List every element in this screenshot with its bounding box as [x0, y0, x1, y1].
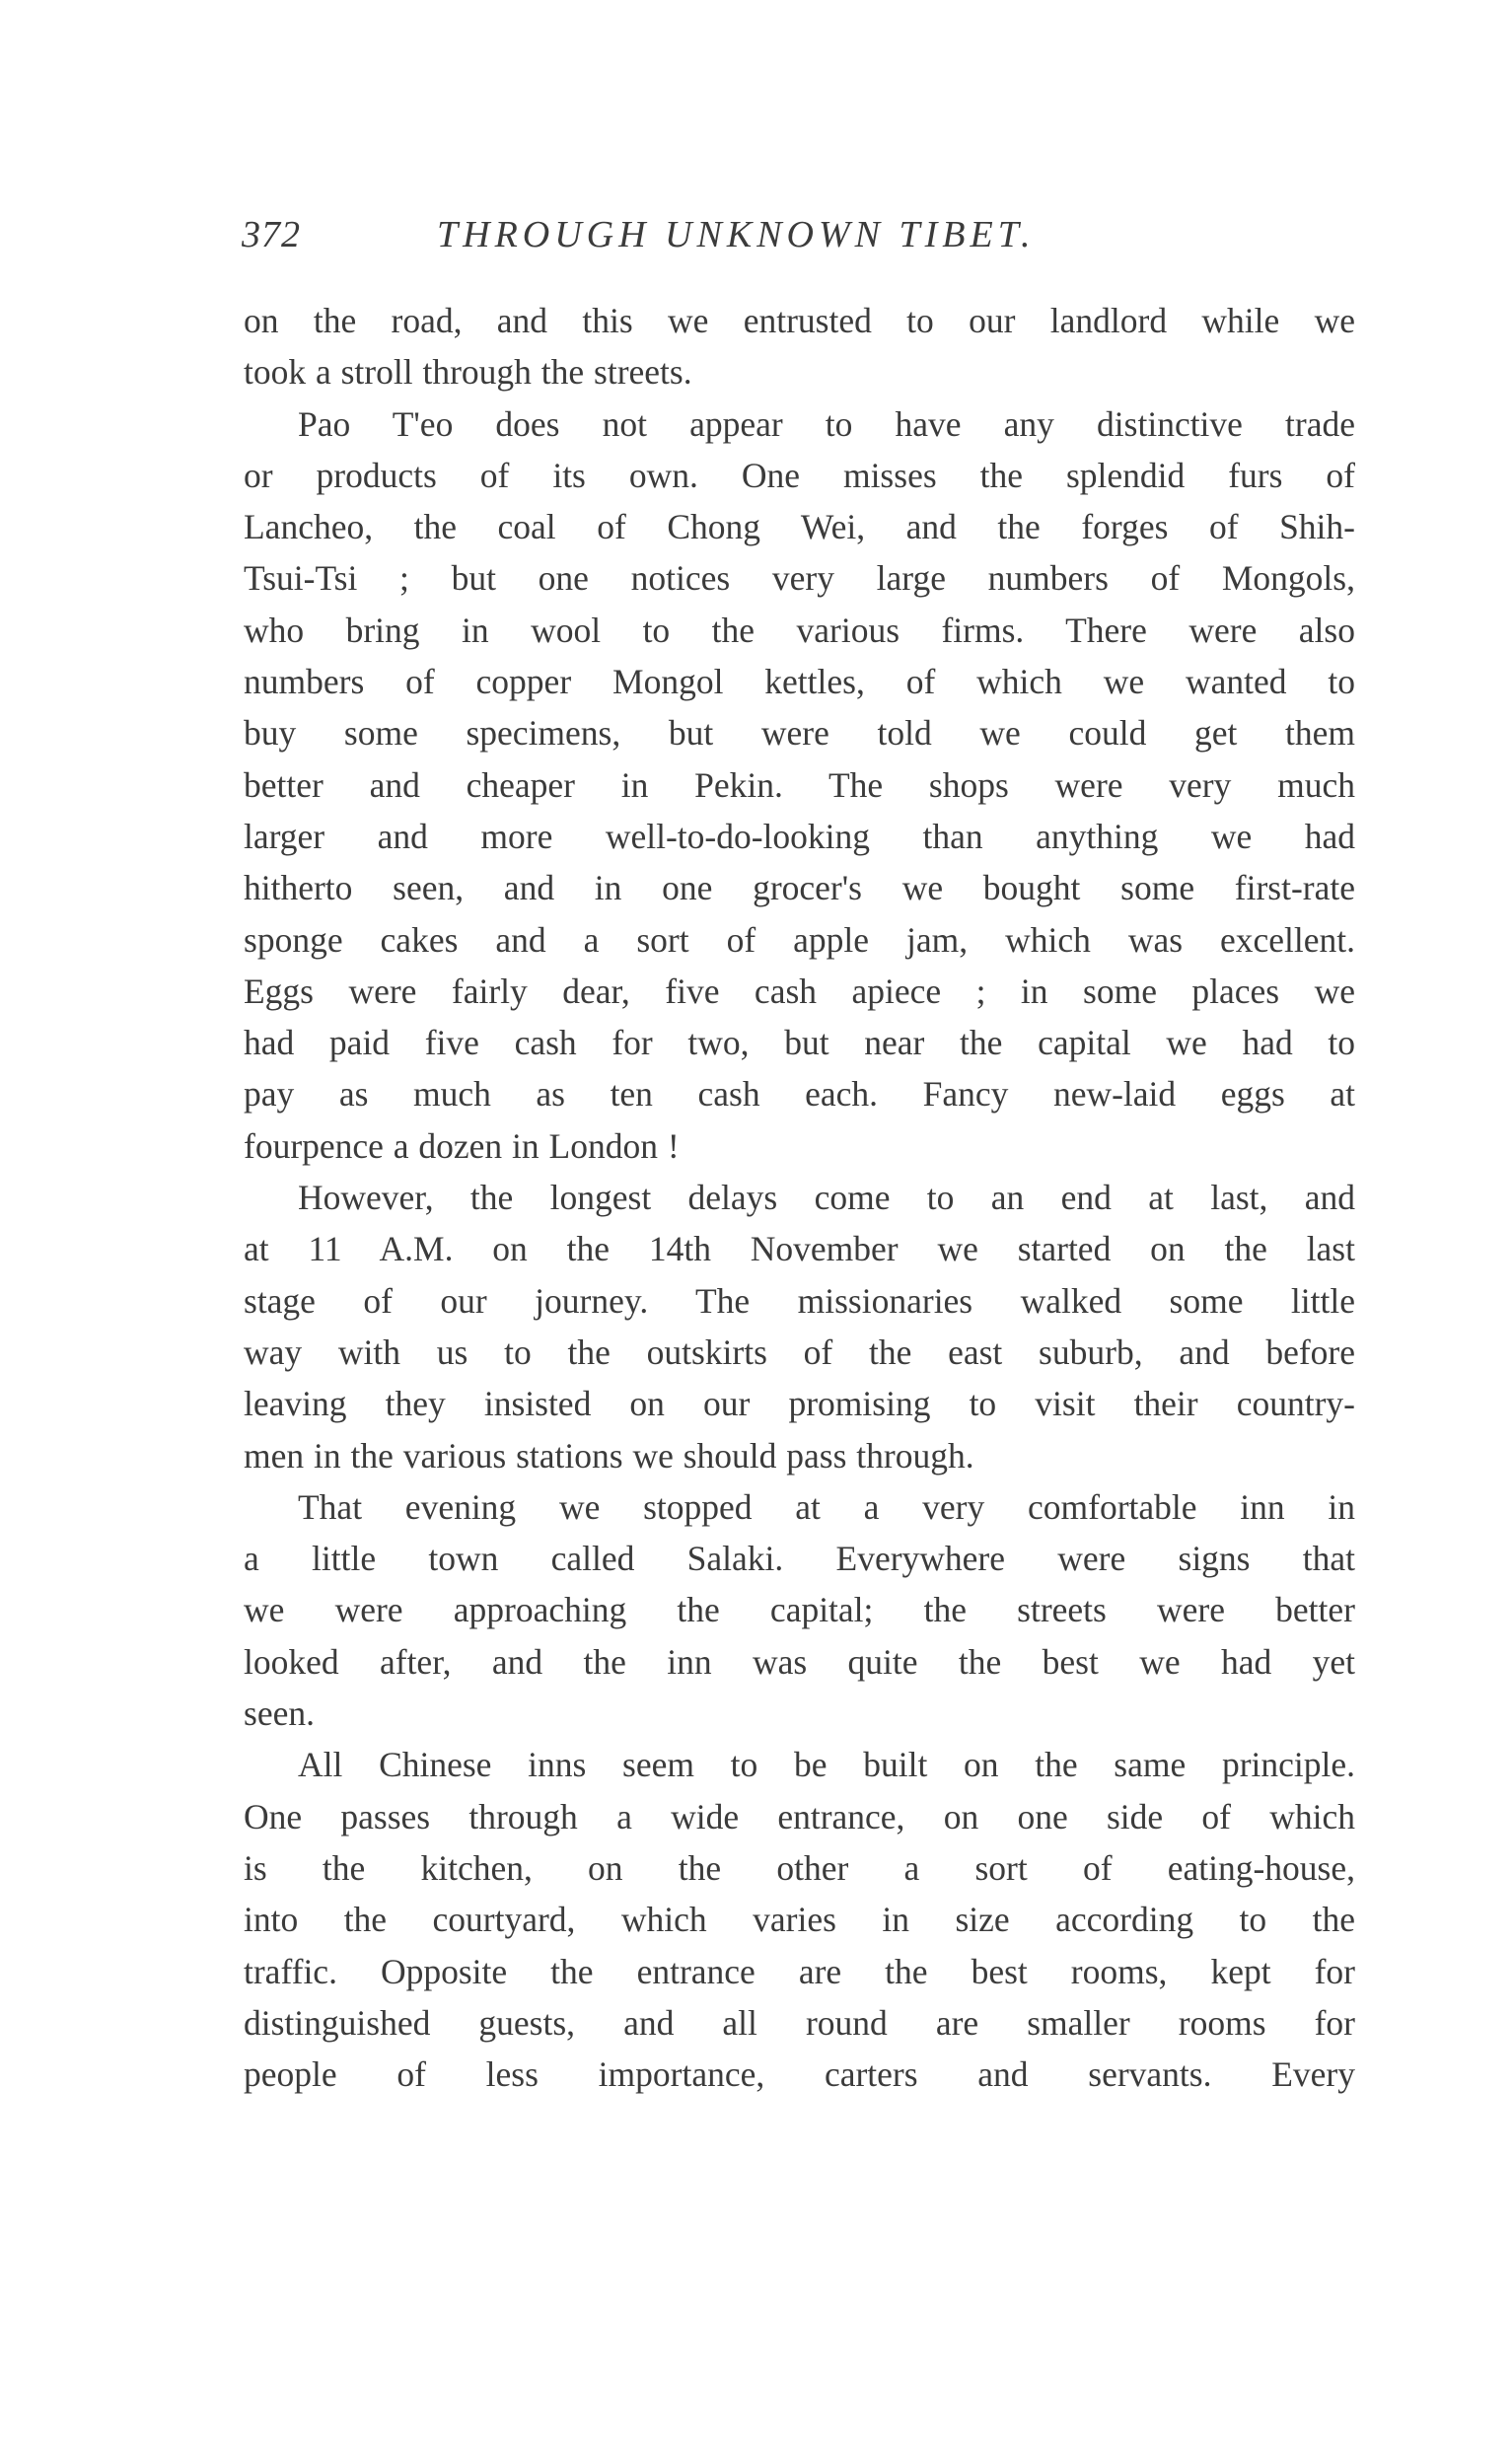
text-line: numbers of copper Mongol kettles, of which we wanted to: [244, 662, 1355, 702]
text-line: pay as much as ten cash each. Fancy new-laid eggs at: [244, 1074, 1355, 1115]
text-line: we were approaching the capital; the streets were better: [244, 1590, 1355, 1630]
text-line: hitherto seen, and in one grocer's we bought some first-rate: [244, 868, 1355, 908]
text-line: stage of our journey. The missionaries walked some little: [244, 1280, 1355, 1321]
text-line: buy some specimens, but were told we could get them: [244, 713, 1355, 754]
text-line: That evening we stopped at a very comfortable inn in: [298, 1486, 1355, 1527]
text-line: traffic. Opposite the entrance are the best rooms, kept for: [244, 1951, 1355, 1991]
text-line: a little town called Salaki. Everywhere were signs that: [244, 1539, 1355, 1579]
text-line: men in the various stations we should pass through.: [244, 1435, 974, 1475]
text-line: All Chinese inns seem to be built on the same principle.: [298, 1745, 1355, 1785]
text-line: leaving they insisted on our promising to visit their country-: [244, 1384, 1355, 1424]
text-line: on the road, and this we entrusted to our landlord while we: [244, 301, 1355, 340]
text-line: is the kitchen, on the other a sort of eating-house,: [244, 1847, 1355, 1888]
text-line: looked after, and the inn was quite the best we had yet: [244, 1641, 1355, 1682]
text-line: Tsui-Tsi ; but one notices very large numbers of Mongols,: [244, 558, 1355, 599]
text-line: at 11 A.M. on the 14th November we started on the last: [244, 1229, 1355, 1269]
text-line: fourpence a dozen in London !: [244, 1125, 680, 1166]
text-line: or products of its own. One misses the splendid furs of: [244, 455, 1355, 495]
running-title: THROUGH UNKNOWN TIBET.: [437, 214, 1036, 255]
text-line: took a stroll through the streets.: [244, 352, 692, 393]
text-line: Eggs were fairly dear, five cash apiece ; in some places we: [244, 971, 1355, 1011]
text-line: people of less importance, carters and servants. Every: [244, 2054, 1355, 2095]
text-line: However, the longest delays come to an end at last, and: [298, 1178, 1355, 1218]
text-line: had paid five cash for two, but near the capital we had to: [244, 1023, 1355, 1063]
page-header: [242, 213, 1169, 264]
text-line: distinguished guests, and all round are smaller rooms for: [244, 2002, 1355, 2043]
text-line: Lancheo, the coal of Chong Wei, and the forges of Shih-: [244, 507, 1355, 547]
text-line: Pao T'eo does not appear to have any distinctive trade: [298, 403, 1355, 444]
text-line: seen.: [244, 1693, 315, 1734]
text-line: into the courtyard, which varies in size according to the: [244, 1900, 1355, 1940]
text-line: larger and more well-to-do-looking than anything we had: [244, 816, 1355, 856]
text-line: way with us to the outskirts of the east suburb, and before: [244, 1331, 1355, 1372]
page-number: 372: [242, 214, 301, 255]
text-line: sponge cakes and a sort of apple jam, which was excellent.: [244, 919, 1355, 960]
text-line: better and cheaper in Pekin. The shops were very much: [244, 764, 1355, 805]
text-line: One passes through a wide entrance, on one side of which: [244, 1796, 1355, 1836]
text-line: who bring in wool to the various firms. There were also: [244, 610, 1355, 650]
body-text: [244, 295, 1355, 2100]
